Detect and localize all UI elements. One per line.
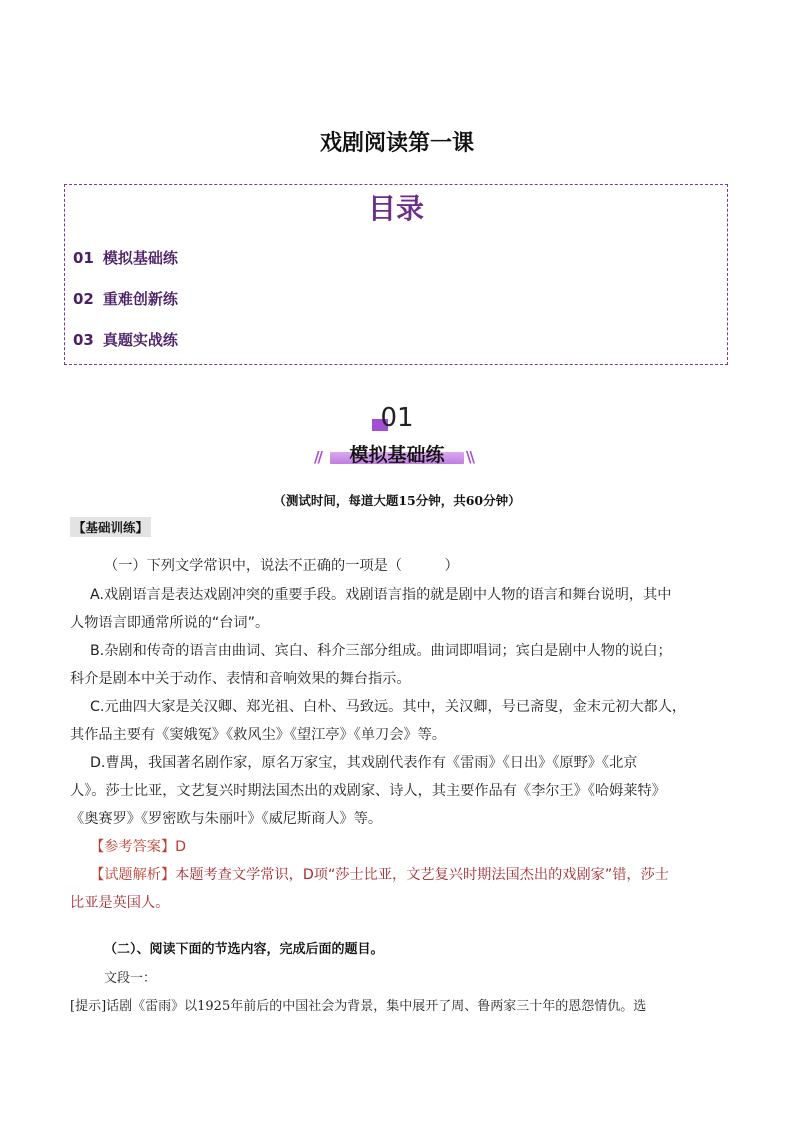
reference-answer xyxy=(90,836,186,856)
passage-label: 文段一： xyxy=(104,971,157,986)
option-c-line-1: C.元曲四大家是关汉卿、郑光祖、白朴、马致远。其中，关汉卿，号已斋叟，金末元初大都人， xyxy=(90,699,687,715)
toc-item-number: 02 xyxy=(73,290,94,308)
answer-label: 【参考答案】 xyxy=(90,839,176,855)
toc-item-label: 真题实战练 xyxy=(102,331,178,349)
toc-item-label: 模拟基础练 xyxy=(102,249,178,267)
analysis-line-1 xyxy=(90,864,669,884)
option-d-line-3: 《奥赛罗》《罗密欧与朱丽叶》《威尼斯商人》等。 xyxy=(70,811,383,827)
toc-heading: 目录 xyxy=(367,192,424,225)
option-d-line-1: D.曹禺，我国著名剧作家，原名万家宝，其戏剧代表作有《雷雨》《日出》《原野》《北京 xyxy=(90,755,638,771)
option-c-line-2: 其作品主要有《窦娥冤》《救风尘》《望江亭》《单刀会》等。 xyxy=(70,727,446,743)
passage-line-1: [提示]话剧《雷雨》以1925年前后的中国社会为背景，集中展开了周、鲁两家三十年的恩怨情仇。选 xyxy=(70,999,647,1014)
section-number: 01 xyxy=(380,403,414,433)
option-d-line-2: 人》。莎士比亚，文艺复兴时期法国杰出的戏剧家、诗人，其主要作品有《李尔王》《哈姆莱特》 xyxy=(70,783,666,799)
question-2-title: （二）、阅读下面的节选内容，完成后面的题目。 xyxy=(104,942,384,957)
right-slash-decoration: \\ xyxy=(466,448,473,466)
toc-item-label: 重难创新练 xyxy=(102,290,178,308)
option-b-line-2: 科介是剧本中关于动作、表情和音响效果的舞台指示。 xyxy=(70,671,411,687)
option-a-line-1: A.戏剧语言是表达戏剧冲突的重要手段。戏剧语言指的就是剧中人物的语言和舞台说明，其中 xyxy=(90,587,672,603)
toc-item-number: 01 xyxy=(73,249,94,267)
answer-value: D xyxy=(175,839,187,855)
section-banner-title: 模拟基础练 xyxy=(349,444,445,466)
analysis-line-2: 比亚是英国人。 xyxy=(70,895,170,911)
table-of-contents xyxy=(64,184,728,365)
option-b-line-1: B.杂剧和传奇的语言由曲词、宾白、科介三部分组成。曲词即唱词；宾白是剧中人物的说白； xyxy=(90,643,672,659)
toc-item-1[interactable] xyxy=(73,247,178,268)
basic-training-tag: 【基础训练】 xyxy=(70,517,151,537)
option-a-line-2: 人物语言即通常所说的“台词”。 xyxy=(70,615,270,631)
analysis-text: 本题考查文学常识，D项“莎士比亚，文艺复兴时期法国杰出的戏剧家”错，莎士 xyxy=(175,867,669,883)
toc-item-3[interactable] xyxy=(73,329,178,350)
left-slash-decoration: // xyxy=(314,448,321,466)
analysis-label: 【试题解析】 xyxy=(90,867,176,883)
page-title: 戏剧阅读第一课 xyxy=(319,131,474,156)
toc-item-number: 03 xyxy=(73,331,94,349)
toc-item-2[interactable] xyxy=(73,288,178,309)
test-time-note: （测试时间，每道大题15分钟，共60分钟） xyxy=(273,493,521,508)
question-1-stem: （一）下列文学常识中，说法不正确的一项是（ ） xyxy=(104,558,459,574)
